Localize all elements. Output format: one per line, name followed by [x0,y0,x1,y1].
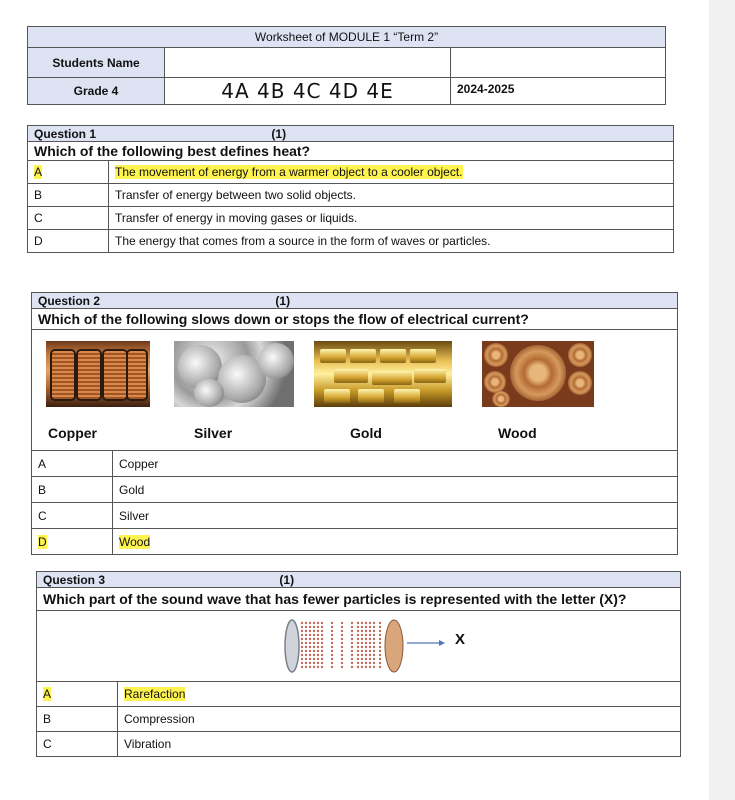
question-3-label: Question 3 [37,572,118,588]
option-text: Transfer of energy in moving gases or liquids. [109,207,674,230]
option-text: Wood [119,534,151,549]
question-2-header [32,293,678,309]
option-letter: A [32,451,113,477]
question-3-header [37,572,681,588]
sound-wave-illustration [282,615,482,677]
question-3-text: Which part of the sound wave that has fewer particles is represented with the letter (X)? [37,588,681,611]
option-text: Transfer of energy between two solid objects. [109,184,674,207]
option-row[interactable] [37,682,681,707]
copper-image [46,341,150,407]
silver-image [174,341,294,407]
option-text: The energy that comes from a source in the form of waves or particles. [109,230,674,253]
students-name-extra [451,48,666,78]
option-text: Vibration [118,732,681,757]
option-row[interactable] [32,451,678,477]
option-letter: C [37,732,118,757]
option-letter: C [28,207,109,230]
school-year: 2024-2025 [451,78,666,105]
copper-caption: Copper [48,425,97,441]
question-1-points: (1) [109,126,674,142]
question-1-text: Which of the following best defines heat? [28,142,674,161]
option-letter: D [38,534,47,549]
question-1-label: Question 1 [28,126,109,142]
option-letter: A [34,165,43,179]
worksheet-header [27,26,666,105]
students-name-label: Students Name [28,48,165,78]
students-name-field[interactable] [165,48,451,78]
option-row[interactable] [28,161,674,184]
option-letter: C [32,503,113,529]
option-letter: B [32,477,113,503]
option-row[interactable] [28,184,674,207]
silver-caption: Silver [194,425,233,441]
question-1-header [28,126,674,142]
option-letter: B [37,707,118,732]
option-row[interactable] [28,207,674,230]
option-row[interactable] [32,529,678,555]
gold-image [314,341,452,407]
diagram-label-x: X [455,631,466,648]
option-row[interactable] [37,707,681,732]
wood-caption: Wood [498,425,537,441]
question-1 [27,125,674,253]
grade-label: Grade 4 [28,78,165,105]
question-2-label: Question 2 [32,293,113,309]
question-2-points: (1) [113,293,678,309]
option-letter: B [28,184,109,207]
wood-image [482,341,594,407]
option-letter: A [43,687,52,701]
question-2 [31,292,678,555]
option-text: The movement of energy from a warmer object to a cooler object. [115,165,463,179]
page-gutter [709,0,735,800]
sound-wave-diagram [37,611,680,681]
option-text: Rarefaction [124,687,186,701]
question-3 [36,571,681,757]
class-list: 4A 4B 4C 4D 4E [165,78,451,105]
option-row[interactable] [28,230,674,253]
option-text: Silver [113,503,678,529]
option-text: Copper [113,451,678,477]
option-text: Compression [118,707,681,732]
option-row[interactable] [37,732,681,757]
gold-caption: Gold [350,425,382,441]
question-2-text: Which of the following slows down or stops the flow of electrical current? [32,309,678,330]
worksheet-title: Worksheet of MODULE 1 “Term 2” [28,27,666,48]
option-letter: D [28,230,109,253]
question-3-points: (1) [118,572,681,588]
material-images [32,330,677,450]
option-row[interactable] [32,503,678,529]
option-row[interactable] [32,477,678,503]
option-text: Gold [113,477,678,503]
